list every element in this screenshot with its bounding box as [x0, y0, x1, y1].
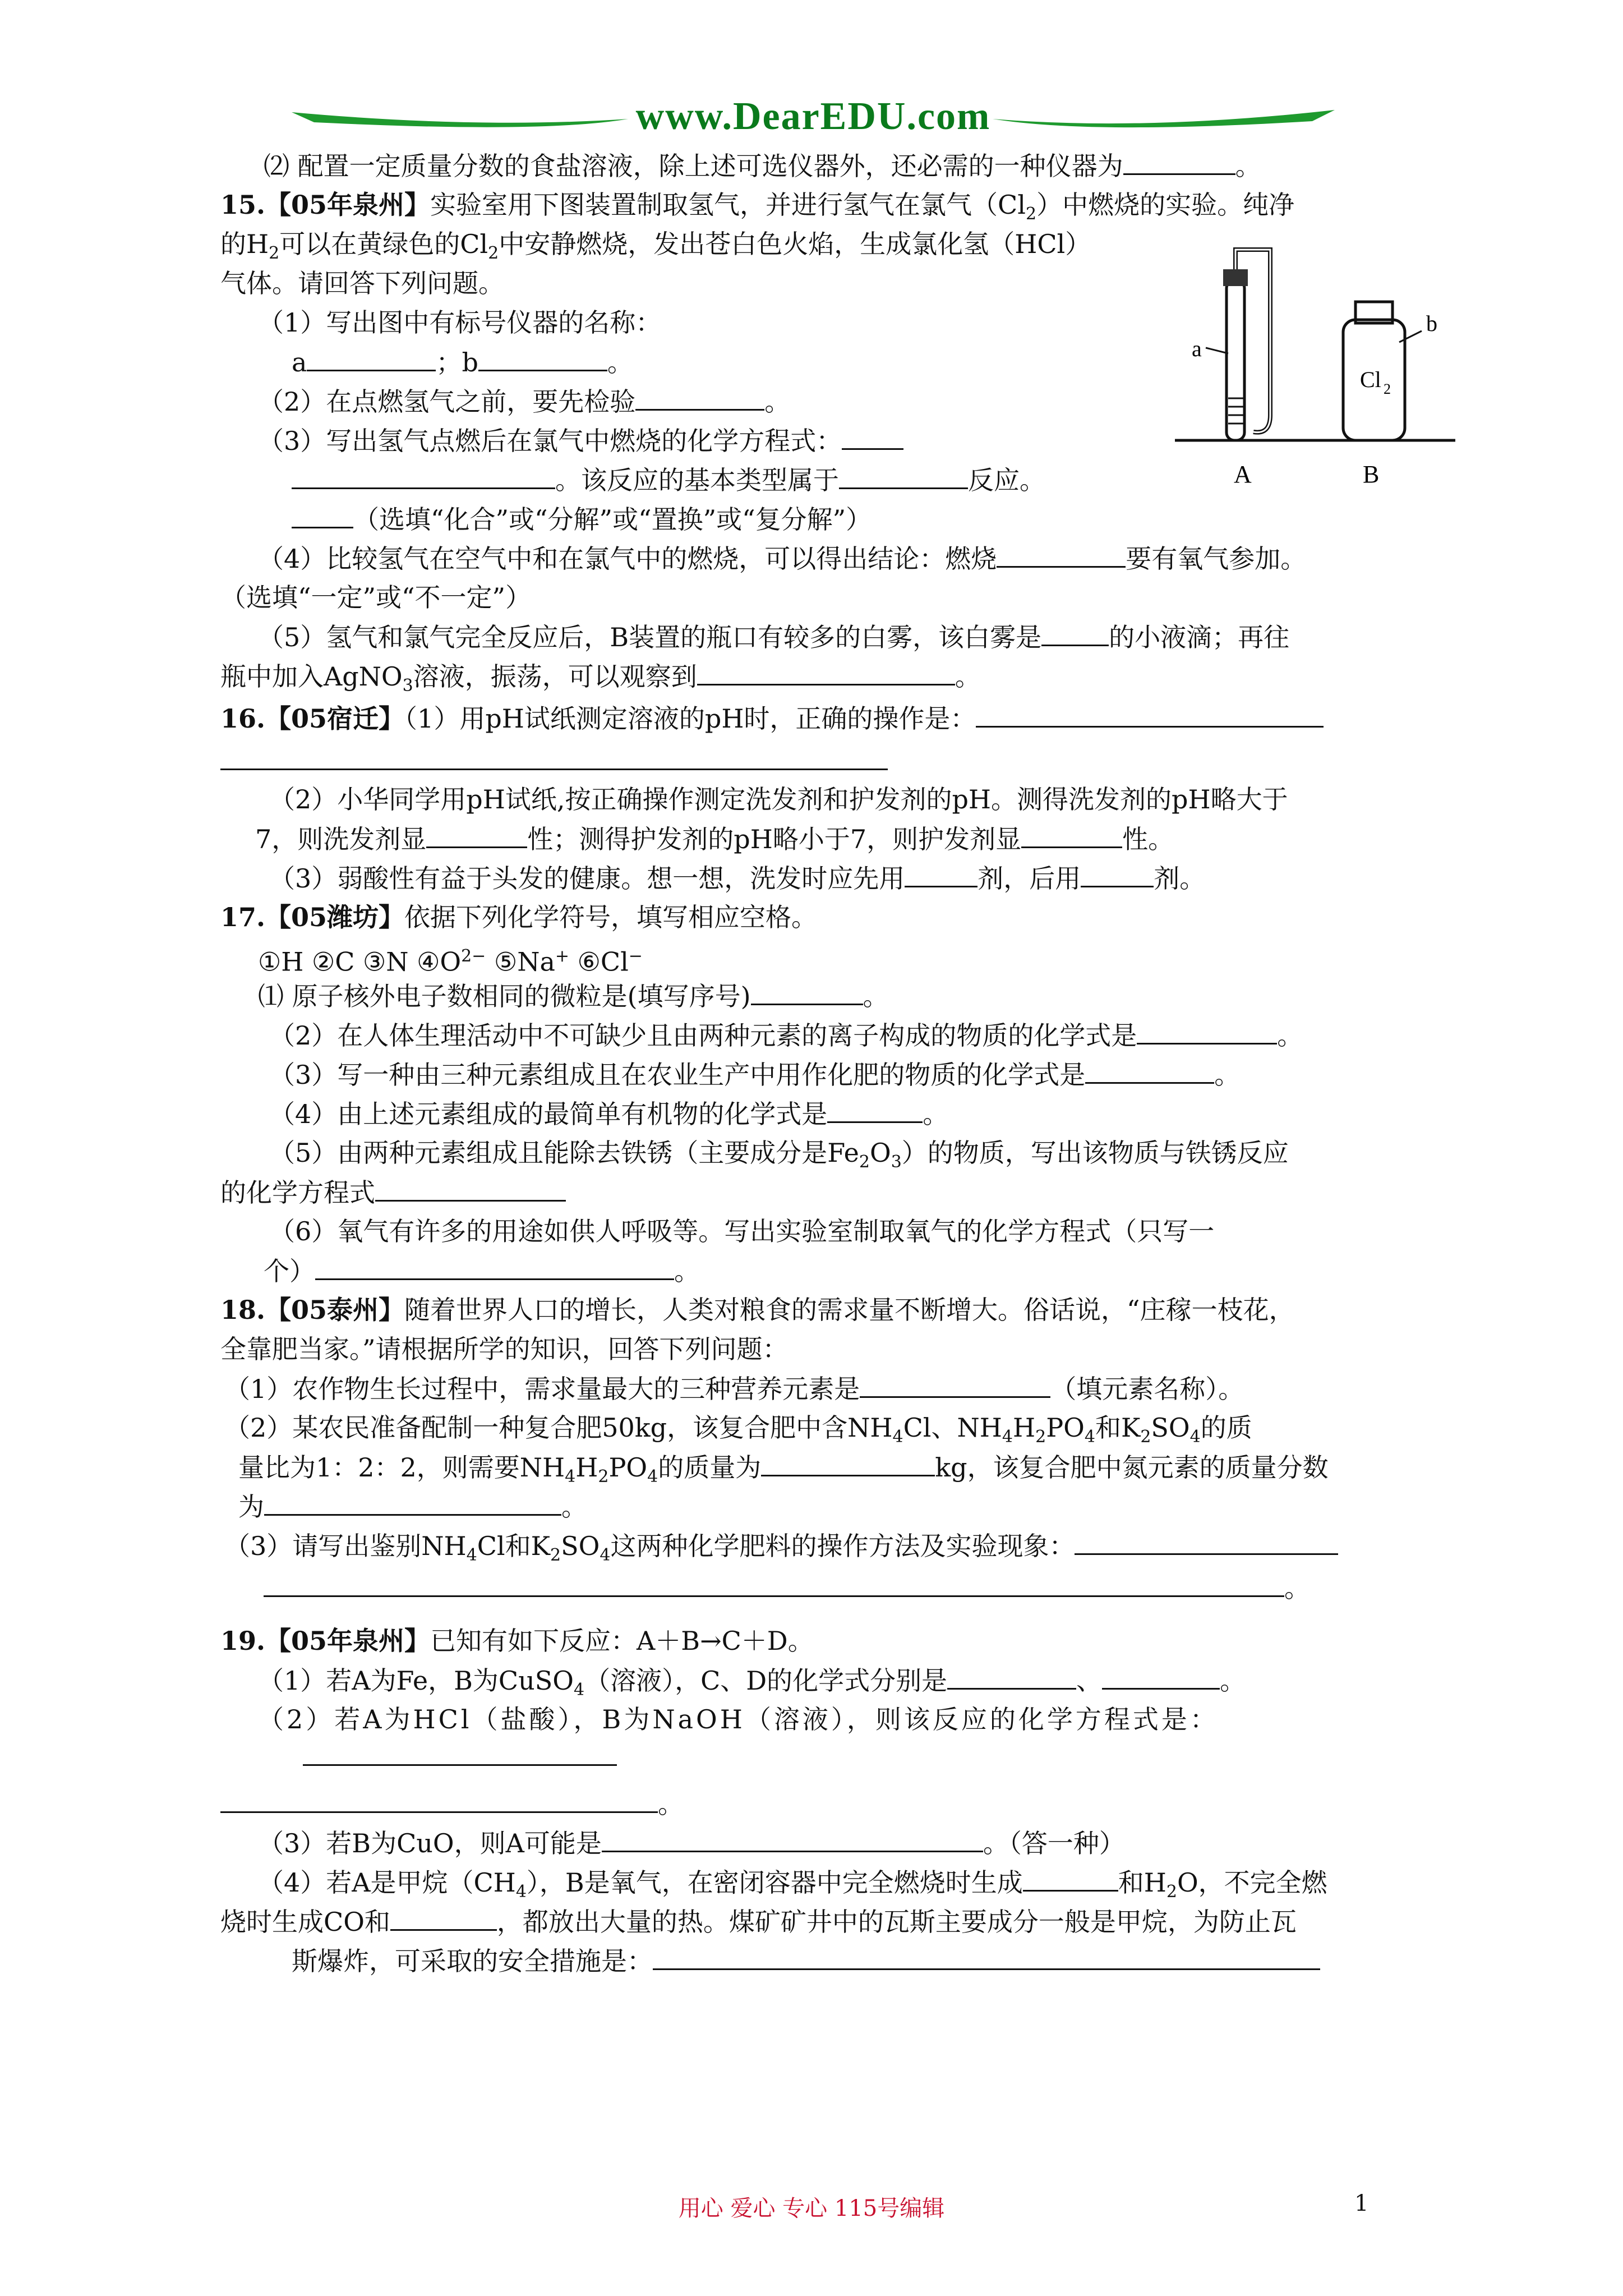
- text-line: a ；b 。: [292, 345, 633, 379]
- text-line: ⑵ 配置一定质量分数的食盐溶液，除上述可选仪器外，还必需的一种仪器为 。: [264, 149, 1261, 183]
- answer-blank[interactable]: [905, 861, 978, 887]
- text-line: 。: [264, 1571, 1310, 1605]
- text-line: （2）在人体生理活动中不可缺少且由两种元素的离子构成的物质的化学式是 。: [269, 1018, 1303, 1052]
- text-line: 7，则洗发剂显 性；测得护发剂的pH略小于7，则护发剂显 性。: [255, 822, 1174, 856]
- answer-blank[interactable]: [842, 424, 903, 450]
- text-line: 全靠肥当家。”请根据所学的知识，回答下列问题：: [220, 1334, 789, 1364]
- answer-blank[interactable]: [1137, 1018, 1277, 1045]
- answer-blank[interactable]: [390, 1904, 497, 1931]
- answer-blank[interactable]: [1102, 1663, 1220, 1690]
- bottle-label: Cl: [1360, 367, 1381, 392]
- answer-blank[interactable]: [1081, 861, 1154, 887]
- text-line: 瓶中加入AgNO$_3$溶液，振荡，可以观察到 。: [220, 659, 981, 703]
- answer-blank[interactable]: [997, 541, 1126, 568]
- text-line: （3）写一种由三种元素组成且在农业生产中用作化肥的物质的化学式是 。: [269, 1057, 1240, 1092]
- answer-blank[interactable]: [839, 463, 968, 489]
- answer-blank[interactable]: [1075, 1529, 1338, 1555]
- text-line: ①H ②C ③N $④O^{2-}$ ⑤Na+ ⑥Cl−: [258, 946, 643, 977]
- page-footer: 用心 爱心 专心 115号编辑: [678, 2196, 945, 2221]
- caption-A: A: [1234, 461, 1252, 488]
- text-line: （6）氧气有许多的用途如供人呼吸等。写出实验室制取氧气的化学方程式（只写一: [269, 1216, 1215, 1246]
- text-line: （5）氢气和氯气完全反应后，B装置的瓶口有较多的白雾，该白雾是 的小液滴；再往: [258, 620, 1289, 654]
- text-line: （3）若B为CuO，则A可能是 。（答一种）: [258, 1826, 1125, 1860]
- text-line: 量比为1：2：2，则需要$NH_4H_2PO_4$的质量为 kg，该复合肥中氮元素的质量分数: [238, 1450, 1329, 1494]
- label-b: b: [1426, 311, 1437, 336]
- text-line: 烧时生成CO和 ，都放出大量的热。煤矿矿井中的瓦斯主要成分一般是甲烷，为防止瓦: [220, 1904, 1297, 1939]
- text-line: （2）在点燃氢气之前，要先检验 。: [258, 384, 790, 418]
- answer-blank[interactable]: [827, 1097, 923, 1123]
- site-header: [292, 90, 1335, 151]
- text-line: （1）若A为Fe，B为CuSO$_4$（溶液），C、D的化学式分别是 、 。: [258, 1663, 1246, 1707]
- text-line: （选填“化合”或“分解”或“置换”或“复分解”）: [292, 502, 872, 536]
- answer-blank[interactable]: [602, 1826, 983, 1852]
- answer-blank[interactable]: [653, 1944, 1320, 1970]
- answer-blank[interactable]: [375, 1175, 566, 1202]
- answer-blank[interactable]: [751, 979, 863, 1005]
- text-line: （2）若A为HCl（盐酸），B为NaOH（溶液），则该反应的化学方程式是：: [258, 1704, 1219, 1734]
- text-line: 气体。请回答下列问题。: [220, 268, 504, 298]
- text-line: （1）写出图中有标号仪器的名称：: [258, 307, 662, 338]
- text-line: （4）由上述元素组成的最简单有机物的化学式是 。: [269, 1097, 948, 1131]
- answer-blank[interactable]: [292, 502, 353, 528]
- answer-blank[interactable]: [860, 1372, 1050, 1398]
- text-line: （3）请写出鉴别$NH_4Cl$和$K_2SO_4$这两种化学肥料的操作方法及实验现象：: [224, 1529, 1338, 1572]
- text-line: 。: [220, 1787, 684, 1821]
- page-number: 1: [1354, 2191, 1369, 2216]
- answer-blank[interactable]: [1041, 620, 1109, 646]
- answer-blank[interactable]: [1021, 822, 1122, 848]
- answer-blank[interactable]: [635, 384, 764, 411]
- label-a: a: [1192, 336, 1202, 361]
- answer-line[interactable]: [220, 769, 888, 770]
- text-line: 的化学方程式: [220, 1175, 566, 1209]
- answer-blank[interactable]: [264, 1571, 1284, 1597]
- bottle-label-sub: 2: [1384, 381, 1391, 397]
- answer-blank[interactable]: [947, 1663, 1076, 1690]
- question-15-header: 15.【05年泉州】实验室用下图装置制取氢气，并进行氢气在氯气$(Cl_2)$中燃烧的实验。纯净: [220, 190, 1295, 224]
- text-line: （3）写出氢气点燃后在氯气中燃烧的化学方程式：: [258, 424, 903, 458]
- text-line: （4）若A是甲烷$(CH_4)$，B是氧气，在密闭容器中完全燃烧时生成 和$H_2O$，不完全燃: [258, 1865, 1327, 1909]
- text-line: （3）弱酸性有益于头发的健康。想一想，洗发时应先用 剂，后用 剂。: [269, 861, 1205, 895]
- answer-blank[interactable]: [976, 701, 1324, 728]
- answer-blank[interactable]: [220, 1787, 658, 1813]
- text-line: （2）某农民准备配制一种复合肥50kg，该复合肥中含$NH_4Cl$、$NH_4H_2PO_4$和$K_2SO_4$的质: [224, 1412, 1252, 1447]
- answer-blank[interactable]: [761, 1450, 935, 1476]
- question-18-header: 18.【05泰州】随着世界人口的增长，人类对粮食的需求量不断增大。俗话说，“庄稼一枝花，: [220, 1295, 1295, 1325]
- answer-blank[interactable]: [292, 463, 555, 489]
- answer-blank[interactable]: [315, 1254, 674, 1280]
- caption-B: B: [1363, 461, 1380, 488]
- answer-blank[interactable]: [697, 659, 955, 685]
- answer-blank[interactable]: [1123, 149, 1235, 175]
- question-19-header: 19.【05年泉州】已知有如下反应：A＋B→C＋D。: [220, 1626, 814, 1656]
- text-line: （1）农作物生长过程中，需求量最大的三种营养元素是 （填元素名称）。: [224, 1372, 1244, 1406]
- site-url[interactable]: www.DearEDU.com: [635, 95, 991, 138]
- text-line: 为 。: [238, 1489, 587, 1524]
- text-line: 个） 。: [264, 1254, 700, 1288]
- answer-blank[interactable]: [1085, 1057, 1214, 1084]
- text-line: （2）小华同学用pH试纸,按正确操作测定洗发剂和护发剂的pH。测得洗发剂的pH略大于: [269, 784, 1288, 815]
- text-line: ⑴ 原子核外电子数相同的微粒是(填写序号) 。: [258, 979, 889, 1013]
- text-line: 斯爆炸，可采取的安全措施是：: [292, 1944, 1320, 1978]
- answer-blank[interactable]: [264, 1489, 561, 1516]
- text-line: （选填“一定”或“不一定”）: [220, 582, 532, 613]
- apparatus-figure: [1175, 236, 1467, 494]
- text-line: 的$H_2$可以在黄绿色的$Cl_2$中安静燃烧，发出苍白色火焰，生成氯化氢（HCl）: [220, 229, 1091, 264]
- answer-blank[interactable]: [478, 345, 607, 371]
- question-17-header: 17.【05潍坊】依据下列化学符号，填写相应空格。: [220, 902, 818, 932]
- text-line: （4）比较氢气在空气中和在氯气中的燃烧，可以得出结论：燃烧 要有氧气参加。: [258, 541, 1306, 576]
- text-line: （5）由两种元素组成且能除去铁锈（主要成分是$Fe_2O_3$）的物质，写出该物质与铁锈反应: [269, 1138, 1289, 1172]
- question-16-header: 16.【05宿迁】（1）用pH试纸测定溶液的pH时，正确的操作是：: [220, 701, 1324, 735]
- answer-line[interactable]: [303, 1764, 617, 1766]
- answer-blank[interactable]: [426, 822, 527, 848]
- answer-blank[interactable]: [307, 345, 436, 371]
- answer-blank[interactable]: [1023, 1865, 1118, 1892]
- text-line: 。该反应的基本类型属于 反应。: [292, 463, 1045, 497]
